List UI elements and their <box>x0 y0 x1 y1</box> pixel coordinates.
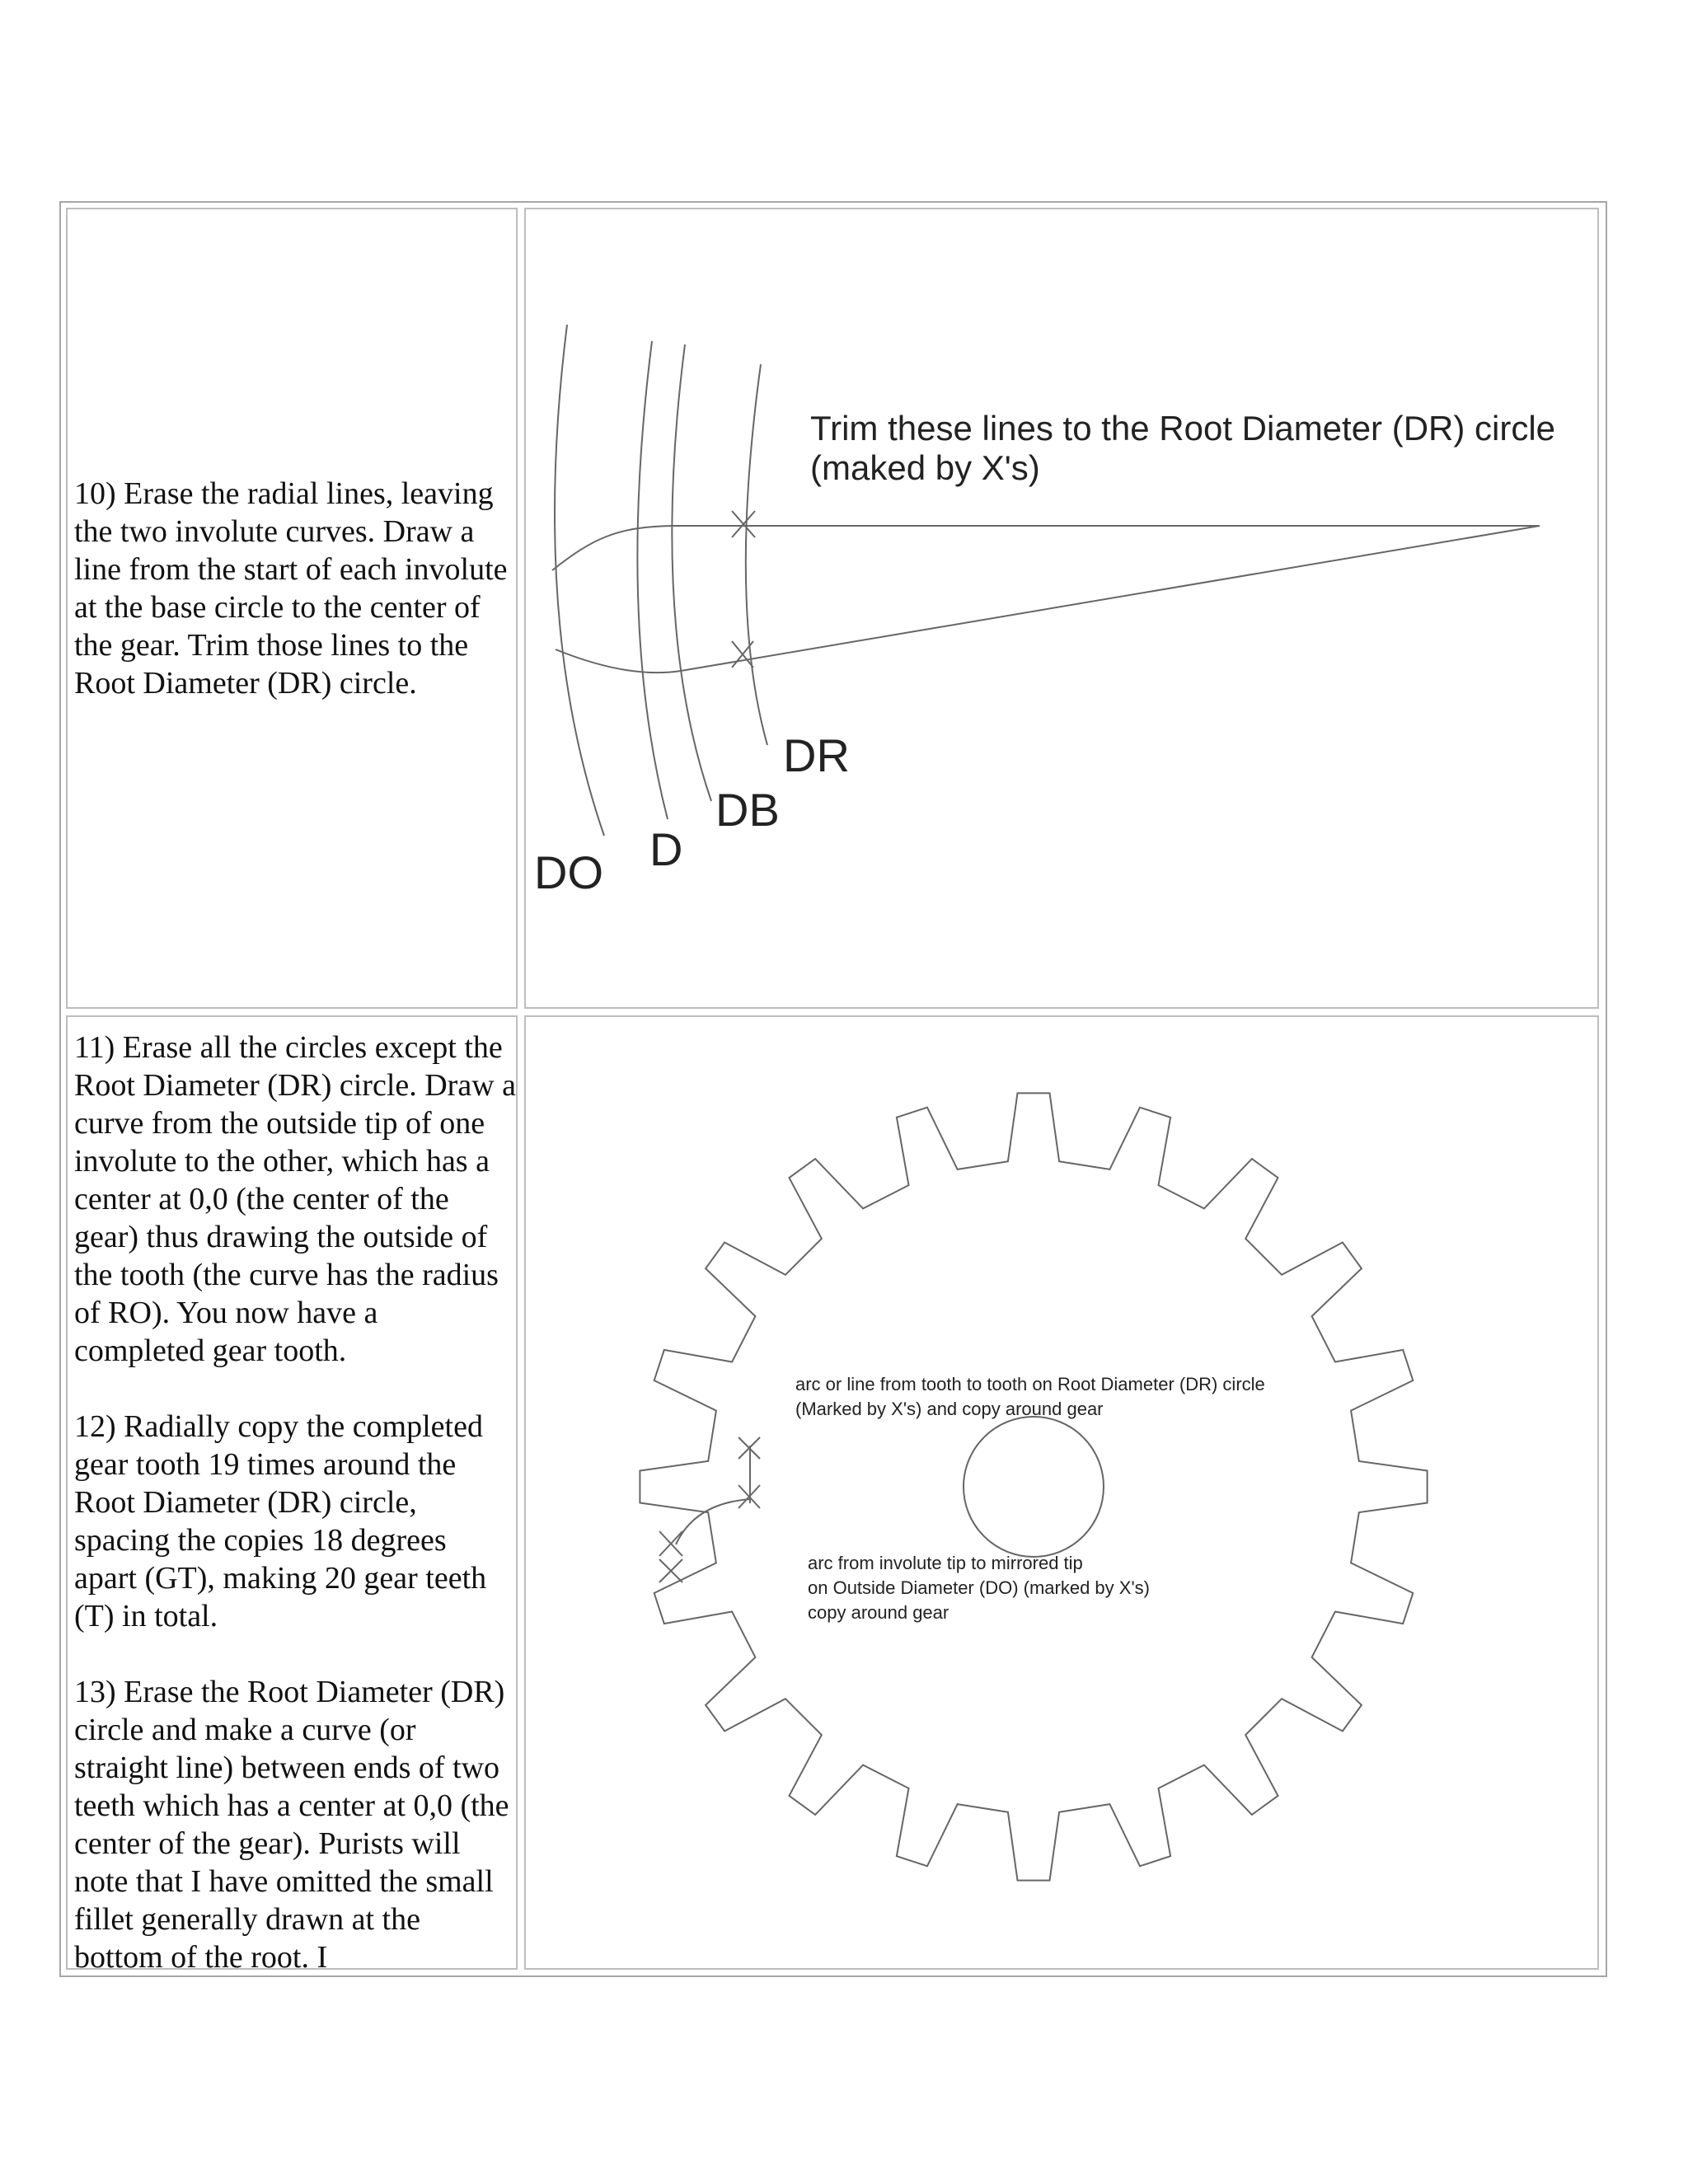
step-10-text: 10) Erase the radial lines, leaving the two involute curves. Draw a line from the start of each involute at the base circle to the center of the gear. Trim those lines to the Root Diameter (DR) circle. <box>74 476 508 701</box>
d-arc <box>637 341 668 819</box>
gear-diagram <box>526 1017 1597 1968</box>
trim-annotation-line1: Trim these lines to the Root Diameter (DR) circle <box>810 409 1556 448</box>
d-label: D <box>649 823 683 875</box>
involute-trim-figure-cell <box>524 208 1599 1009</box>
steps-11-13-text <box>71 1029 519 1976</box>
steps-11-13-text-cell <box>66 1015 518 1975</box>
center-hole <box>964 1417 1104 1557</box>
step-12-text: 12) Radially copy the completed gear tooth 19 times around the Root Diameter (DR) circle, spacing the copies 18 degrees apart (GT), making 20 gear teeth (T) in total. <box>74 1409 487 1633</box>
root-arc-note-line2: (Marked by X's) and copy around gear <box>795 1399 1104 1419</box>
step-10-text-cell <box>66 208 518 1009</box>
instruction-table <box>59 201 1607 1977</box>
involute-upper <box>552 526 1540 570</box>
trim-x-marks <box>732 511 755 668</box>
dr-label: DR <box>783 729 850 781</box>
root-arc-note-line1: arc or line from tooth to tooth on Root Diameter (DR) circle <box>795 1374 1265 1394</box>
tip-arc-note-line2: on Outside Diameter (DO) (marked by X's) <box>808 1577 1150 1598</box>
involute-trim-diagram <box>526 209 1597 1007</box>
do-label: DO <box>534 846 603 898</box>
db-arc <box>672 344 711 801</box>
step-13-text: 13) Erase the Root Diameter (DR) circle and make a curve (or straight line) between ends of two teeth which has a center at 0,0 (the center of the gear). Purists will note that I have omitted the small fillet generally drawn at the bottom of the root. I <box>74 1675 509 1975</box>
tip-arc-note-line1: arc from involute tip to mirrored tip <box>808 1553 1083 1573</box>
tooth-x-marks <box>659 1437 760 1582</box>
gear-figure-cell <box>524 1015 1599 1970</box>
tip-arc-note-line3: copy around gear <box>808 1602 950 1623</box>
do-arc <box>555 325 604 836</box>
step-11-text: 11) Erase all the circles except the Root Diameter (DR) circle. Draw a curve from the outside tip of one involute to the other, which has a center at 0,0 (the center of the gear) thus drawing the outside of the tooth (the curve has the radius of RO). You now have a completed gear tooth. <box>74 1030 517 1368</box>
dr-arc <box>746 364 767 745</box>
db-label: DB <box>715 784 780 836</box>
involute-lower <box>556 526 1540 673</box>
trim-annotation-line2: (maked by X's) <box>810 448 1040 487</box>
